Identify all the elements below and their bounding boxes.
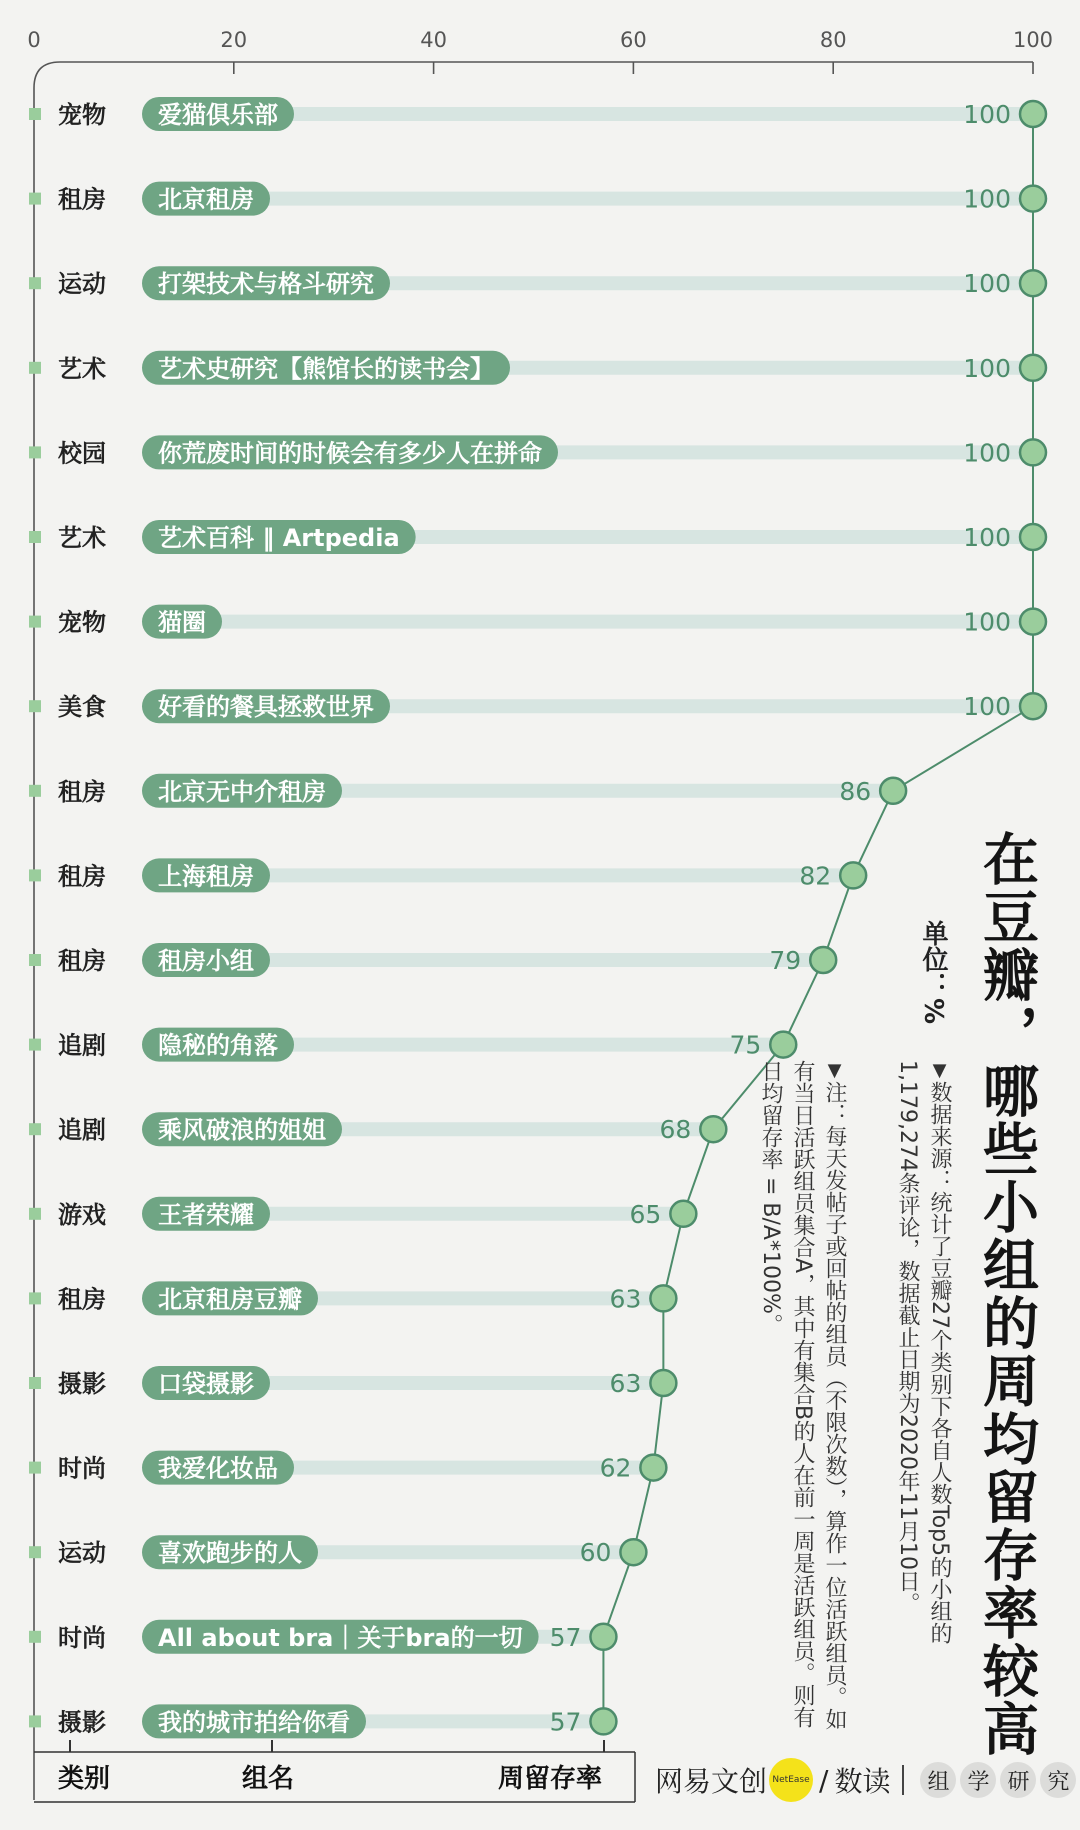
chart-row xyxy=(29,266,1033,300)
value-label: 100 xyxy=(963,353,1011,383)
brand-badge: NetEase xyxy=(769,1758,813,1802)
value-label: 100 xyxy=(963,269,1011,299)
row-marker-square xyxy=(29,531,41,543)
row-marker-square xyxy=(29,1462,41,1474)
category-label: 摄影 xyxy=(58,1708,106,1737)
chart-row xyxy=(29,774,893,808)
value-point xyxy=(590,1624,616,1650)
value-label: 100 xyxy=(963,100,1011,129)
bar-track xyxy=(150,192,1033,206)
value-point xyxy=(1020,355,1046,381)
value-point xyxy=(700,1116,726,1142)
chart-row xyxy=(29,1112,713,1146)
row-marker-square xyxy=(29,1208,41,1220)
value-point xyxy=(880,778,906,804)
chart-row xyxy=(29,1028,783,1062)
brand-team xyxy=(916,1762,1076,1798)
chart-row xyxy=(29,435,1033,469)
page-title: 在豆瓣，哪些小组的周均留存率较高 xyxy=(974,830,1039,1758)
row-marker-square xyxy=(29,869,41,881)
group-name-label: 艺术史研究【熊馆长的读书会】 xyxy=(158,354,494,383)
chart-row xyxy=(29,97,1033,131)
value-label: 75 xyxy=(729,1030,762,1060)
row-marker-square xyxy=(29,108,41,120)
group-name-label: 北京租房豆瓣 xyxy=(158,1285,302,1314)
brand-team-char: 究 xyxy=(1040,1762,1076,1798)
value-point xyxy=(810,947,836,973)
group-name-label: 喜欢跑步的人 xyxy=(158,1539,302,1568)
value-label: 63 xyxy=(609,1369,642,1398)
group-name-label: 打架技术与格斗研究 xyxy=(158,270,374,299)
source-note-text: 数据来源：统计了豆瓣27个类别下各自人数Top5的小组的1,179,274条评论，数据截止日期为2020年11月10日。 xyxy=(895,1060,952,1645)
brand-name: 网易文创 xyxy=(655,1765,768,1798)
value-label: 100 xyxy=(963,438,1011,468)
chart-row xyxy=(29,1197,683,1231)
group-name-label: 爱猫俱乐部 xyxy=(158,101,278,129)
row-marker-square xyxy=(29,1123,41,1135)
value-point xyxy=(1020,186,1046,212)
category-label: 美食 xyxy=(58,693,106,722)
category-label: 租房 xyxy=(58,862,106,891)
value-label: 65 xyxy=(629,1199,662,1229)
group-name-label: 口袋摄影 xyxy=(158,1370,254,1398)
category-label: 时尚 xyxy=(58,1454,106,1483)
category-label: 租房 xyxy=(58,1285,106,1314)
triangle-icon: ▼ xyxy=(929,1060,950,1081)
category-label: 时尚 xyxy=(58,1623,106,1652)
value-label: 60 xyxy=(579,1538,612,1568)
chart-row xyxy=(29,1281,663,1315)
category-label: 宠物 xyxy=(58,101,106,129)
category-label: 运动 xyxy=(58,1539,106,1568)
brand-sub: 数读 xyxy=(834,1765,891,1798)
group-name-label: All about bra｜关于bra的一切 xyxy=(158,1623,523,1652)
group-name-label: 我爱化妆品 xyxy=(158,1454,278,1483)
group-name-label: 乘风破浪的姐姐 xyxy=(158,1116,326,1145)
x-tick-label: 80 xyxy=(819,28,847,52)
value-label: 100 xyxy=(963,523,1011,552)
chart-row xyxy=(29,1535,633,1569)
row-marker-square xyxy=(29,1292,41,1304)
group-name-label: 王者荣耀 xyxy=(158,1200,254,1229)
brand-team-char: 学 xyxy=(960,1762,996,1798)
value-label: 62 xyxy=(599,1453,632,1483)
chart-row xyxy=(29,520,1033,554)
value-point xyxy=(1020,693,1046,719)
value-label: 57 xyxy=(549,1622,582,1652)
group-name-label: 猫圈 xyxy=(158,608,206,637)
value-label: 100 xyxy=(963,692,1011,722)
value-point xyxy=(650,1285,676,1311)
value-point xyxy=(840,862,866,888)
value-point xyxy=(1020,524,1046,550)
value-point xyxy=(1020,270,1046,296)
x-tick-label: 20 xyxy=(220,28,248,52)
category-label: 追剧 xyxy=(58,1031,106,1060)
source-note xyxy=(891,1060,955,1740)
category-label: 租房 xyxy=(58,777,106,806)
footer-label-group: 组名 xyxy=(242,1764,295,1794)
value-label: 63 xyxy=(609,1284,642,1314)
category-label: 宠物 xyxy=(58,608,106,637)
chart-row xyxy=(29,1451,653,1485)
row-marker-square xyxy=(29,362,41,374)
chart-row xyxy=(29,351,1033,385)
brand-separator xyxy=(902,1765,904,1795)
row-marker-square xyxy=(29,1631,41,1643)
chart-row xyxy=(29,1620,603,1654)
value-point xyxy=(650,1370,676,1396)
category-label: 摄影 xyxy=(58,1370,106,1398)
value-label: 82 xyxy=(799,861,832,891)
chart-footer xyxy=(34,1740,635,1802)
value-point xyxy=(670,1201,696,1227)
x-tick-label: 100 xyxy=(1012,28,1054,52)
category-label: 租房 xyxy=(58,947,106,975)
definition-note xyxy=(754,1060,850,1740)
chart-row xyxy=(29,1704,603,1738)
value-point xyxy=(1020,101,1046,127)
group-name-label: 租房小组 xyxy=(158,947,254,975)
bar-track xyxy=(150,615,1033,629)
category-label: 艺术 xyxy=(58,354,106,383)
value-point xyxy=(1020,609,1046,635)
category-label: 运动 xyxy=(58,270,106,299)
group-name-label: 上海租房 xyxy=(158,862,254,891)
chart-row xyxy=(29,182,1033,216)
category-label: 校园 xyxy=(58,439,106,468)
footer-label-category: 类别 xyxy=(58,1764,111,1794)
row-marker-square xyxy=(29,193,41,205)
footer-label-retention: 周留存率 xyxy=(498,1764,603,1794)
row-marker-square xyxy=(29,277,41,289)
value-label: 86 xyxy=(839,776,872,806)
chart-row xyxy=(29,1366,663,1400)
row-marker-square xyxy=(29,1377,41,1389)
value-label: 100 xyxy=(963,184,1011,214)
category-label: 游戏 xyxy=(58,1200,106,1229)
x-axis-ticks xyxy=(27,28,1053,74)
chart-row xyxy=(29,943,823,977)
x-tick-label: 0 xyxy=(27,28,41,52)
row-marker-square xyxy=(29,1039,41,1051)
row-marker-square xyxy=(29,616,41,628)
unit-label: 单位：% xyxy=(918,920,948,1025)
value-label: 79 xyxy=(769,946,802,975)
category-label: 租房 xyxy=(58,185,106,214)
chart-rows xyxy=(29,97,1033,1738)
group-name-label: 好看的餐具拯救世界 xyxy=(158,693,374,722)
value-label: 57 xyxy=(549,1707,582,1737)
brand-slash: / xyxy=(819,1763,829,1797)
chart-row xyxy=(29,605,1033,639)
category-label: 追剧 xyxy=(58,1116,106,1145)
x-tick-label: 60 xyxy=(620,28,647,52)
definition-note-text: 注：每天发帖子或回帖的组员（不限次数），算作一位活跃组员。如有当日活跃组员集合A，其中有集合B的人在前一周是活跃组员。则有日均留存率 = B/A*100%。 xyxy=(758,1060,847,1730)
value-point xyxy=(590,1708,616,1734)
row-marker-square xyxy=(29,446,41,458)
group-name-label: 我的城市拍给你看 xyxy=(158,1708,350,1737)
value-point xyxy=(640,1455,666,1481)
brand-team-char: 组 xyxy=(920,1762,956,1798)
row-marker-square xyxy=(29,785,41,797)
row-marker-square xyxy=(29,954,41,966)
row-marker-square xyxy=(29,1715,41,1727)
triangle-icon: ▼ xyxy=(824,1060,845,1081)
chart-row xyxy=(29,689,1033,723)
brand-logo xyxy=(655,1755,1076,1805)
category-label: 艺术 xyxy=(58,524,106,552)
value-point xyxy=(770,1032,796,1058)
group-name-label: 隐秘的角落 xyxy=(158,1031,278,1060)
row-marker-square xyxy=(29,700,41,712)
group-name-label: 你荒废时间的时候会有多少人在拼命 xyxy=(158,439,542,468)
group-name-label: 北京租房 xyxy=(158,185,254,214)
value-label: 68 xyxy=(659,1115,692,1145)
value-point xyxy=(620,1539,646,1565)
value-label: 100 xyxy=(963,607,1011,637)
group-name-label: 艺术百科 ‖ Artpedia xyxy=(158,524,400,552)
brand-team-char: 研 xyxy=(1000,1762,1036,1798)
x-tick-label: 40 xyxy=(420,28,447,52)
group-name-label: 北京无中介租房 xyxy=(158,777,326,806)
value-point xyxy=(1020,439,1046,465)
row-marker-square xyxy=(29,1546,41,1558)
chart-row xyxy=(29,858,853,892)
